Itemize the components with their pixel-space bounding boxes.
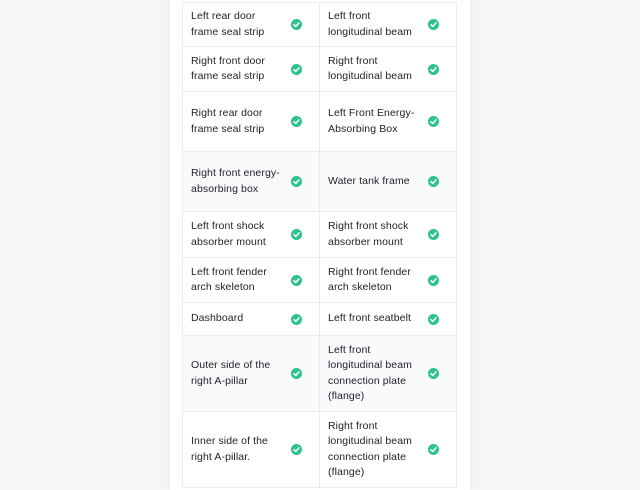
item-label: Left front fender arch skeleton (191, 265, 267, 293)
check-circle-icon (291, 19, 302, 30)
item-label: Dashboard (191, 312, 244, 325)
grid-cell (320, 412, 457, 487)
grid-cell (182, 303, 320, 335)
table-row (182, 212, 457, 258)
check-circle-icon (291, 116, 302, 127)
grid-cell (320, 3, 457, 46)
check-circle-icon (428, 19, 439, 30)
grid-cell (320, 212, 457, 257)
item-label: Left front longitudinal beam connection plate (flange) (328, 343, 413, 402)
item-label: Water tank frame (328, 174, 410, 187)
item-label: Right front door frame seal strip (191, 54, 265, 82)
item-label: Left front shock absorber mount (191, 220, 266, 248)
check-circle-icon (291, 229, 302, 240)
check-circle-icon (428, 444, 439, 455)
check-circle-icon (428, 64, 439, 75)
grid-cell (182, 258, 320, 302)
check-circle-icon (428, 368, 439, 379)
item-label: Right front fender arch skeleton (328, 265, 411, 293)
grid-cell (182, 336, 320, 411)
item-label: Left front longitudinal beam (328, 10, 413, 38)
check-circle-icon (291, 444, 302, 455)
table-row (182, 258, 457, 303)
grid-cell (320, 258, 457, 302)
grid-cell (320, 47, 457, 91)
grid-cell (320, 152, 457, 211)
table-row (182, 303, 457, 336)
check-circle-icon (291, 275, 302, 286)
grid-cell (182, 3, 320, 46)
item-label: Right front energy-absorbing box (191, 167, 280, 195)
item-label: Right front longitudinal beam (328, 54, 413, 82)
item-label: Left front seatbelt (328, 312, 412, 325)
check-circle-icon (428, 116, 439, 127)
table-row (182, 336, 457, 412)
check-circle-icon (291, 314, 302, 325)
item-label: Inner side of the right A-pillar. (191, 435, 268, 463)
check-circle-icon (291, 368, 302, 379)
grid-cell (320, 336, 457, 411)
table-row (182, 412, 457, 488)
grid-cell (182, 152, 320, 211)
grid-cell (182, 92, 320, 151)
item-label: Right rear door frame seal strip (191, 107, 265, 135)
item-label: Right front shock absorber mount (328, 220, 409, 248)
check-circle-icon (291, 176, 302, 187)
table-row (182, 3, 457, 47)
item-label: Outer side of the right A-pillar (191, 359, 271, 387)
inspection-grid (182, 2, 457, 488)
check-circle-icon (428, 275, 439, 286)
item-label: Right front longitudinal beam connection plate (flange) (328, 419, 413, 478)
table-row (182, 92, 457, 152)
table-row (182, 152, 457, 212)
check-circle-icon (291, 64, 302, 75)
check-circle-icon (428, 314, 439, 325)
grid-cell (182, 412, 320, 487)
item-label: Left rear door frame seal strip (191, 10, 265, 38)
item-label: Left Front Energy-Absorbing Box (328, 107, 415, 135)
grid-cell (320, 92, 457, 151)
check-circle-icon (428, 176, 439, 187)
table-row (182, 47, 457, 92)
grid-cell (182, 47, 320, 91)
grid-cell (182, 212, 320, 257)
check-circle-icon (428, 229, 439, 240)
grid-cell (320, 303, 457, 335)
